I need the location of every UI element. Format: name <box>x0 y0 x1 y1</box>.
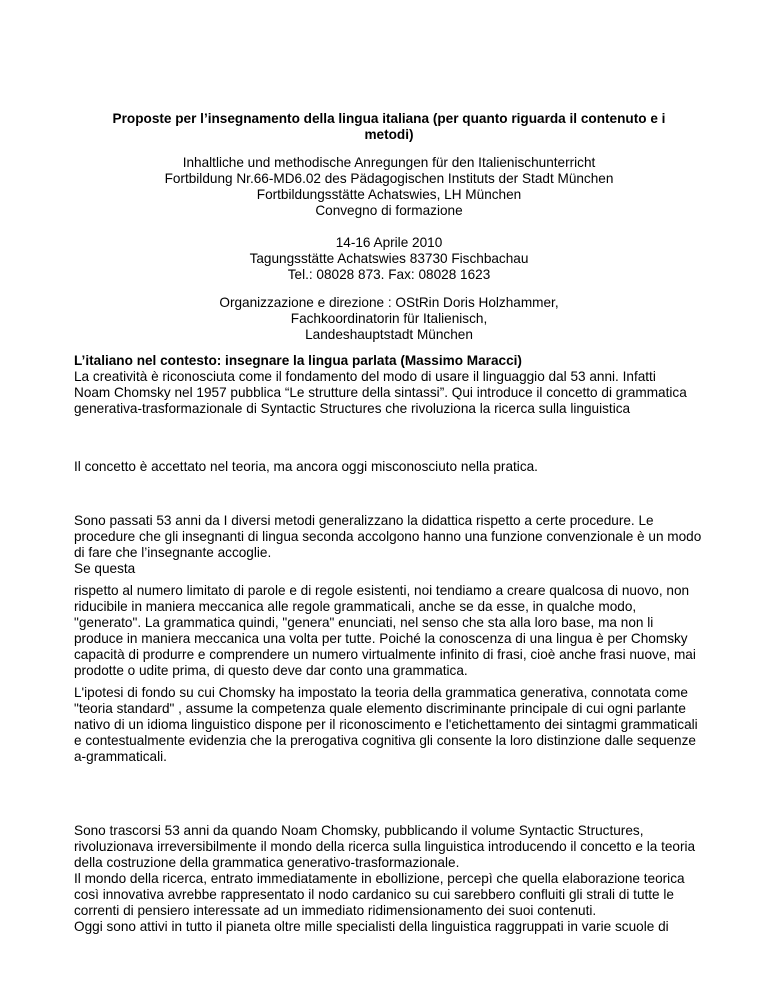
header-line: Fortbildungsstätte Achatswies, LH München <box>256 187 522 202</box>
paragraph-text: rispetto al numero limitato di parole e di regole esistenti, noi tendiamo a creare qualcosa di nuovo, non riducibile in maniera meccanica alle regole grammaticali, anche se da esse, in qualche modo, "generato". La grammatica quindi, "genera" enunciati, nel senso che sta alla loro base, ma non li produce in maniera meccanica una volta per tutte. Poiché la conoscenza di una lingua è per Chomsky capacità di produrre e comprendere un numero virtualmente infinito di frasi, cioè anche frasi nuove, mai prodotte o udite prima, di questo deve dar conto una grammatica. <box>74 583 696 678</box>
section-heading: L’italiano nel contesto: insegnare la lingua parlata (Massimo Maracci) <box>74 353 522 368</box>
paragraph <box>74 583 704 679</box>
org-line: Organizzazione e direzione : OStRin Doris Holzhammer, <box>219 295 559 310</box>
paragraph: Sono trascorsi 53 anni da quando Noam Chomsky, pubblicando il volume Syntactic Structures, rivoluzionava irreversibilmente il mondo della ricerca sulla linguistica introducendo il concetto e la teoria della costruzione della grammatica generativo-trasformazionale. Il mondo della ricerca, entrato immediatamente in ebollizione, percepì che quella elaborazione teorica così innovativa avrebbe rappresentato il nodo cardanico su cui sarebbero confluiti gli strali di tutte le correnti di pensiero interessate ad un immediato ridimensionamento dei suoi contenuti. Oggi sono attivi in tutto il pianeta oltre mille specialisti della linguistica raggruppati in varie scuole di <box>74 823 696 934</box>
organization-block <box>74 295 704 343</box>
org-line: Landeshauptstadt München <box>305 327 473 342</box>
paragraph: La creatività è riconosciuta come il fondamento del modo di usare il linguaggio dal 53 anni. Infatti Noam Chomsky nel 1957 pubblica “Le strutture della sintassi”. Qui introduce il concetto di grammatica generativa-trasformazionale di Syntactic Structures che rivoluziona la ricerca sulla linguistica <box>74 369 687 416</box>
header-line: Inhaltliche und methodische Anregungen für den Italienischunterricht <box>182 155 596 170</box>
date-line: 14-16 Aprile 2010 <box>335 235 443 250</box>
paragraph: Sono passati 53 anni da I diversi metodi generalizzano la didattica rispetto a certe procedure. Le procedure che gli insegnanti di lingua seconda accolgono hanno una funzione convenzionale è un modo di fare che l’insegnante accoglie. Se questa <box>74 513 702 576</box>
header-line: Convegno di formazione <box>315 203 463 218</box>
org-line: Fachkoordinatorin für Italienisch, <box>290 311 488 326</box>
header-block <box>74 155 704 219</box>
date-block <box>74 235 704 283</box>
phone-line: Tel.: 08028 873. Fax: 08028 1623 <box>287 267 491 282</box>
venue-line: Tagungsstätte Achatswies 83730 Fischbachau <box>249 251 529 266</box>
paragraph: Il concetto è accettato nel teoria, ma ancora oggi misconosciuto nella pratica. <box>74 459 538 474</box>
paragraph: L'ipotesi di fondo su cui Chomsky ha impostato la teoria della grammatica generativa, connotata come "teoria standard" , assume la competenza quale elemento discriminante principale di cui ogni parlante nativo di un idioma linguistico dispone per il riconoscimento e l'etichettamento dei sintagmi grammaticali e contestualmente evidenzia che la prerogativa cognitiva gli consente la loro distinzione dalle sequenze a-grammaticali. <box>74 685 698 764</box>
document-title: Proposte per l’insegnamento della lingua italiana (per quanto riguarda il contenuto e i metodi) <box>112 111 666 142</box>
header-line: Fortbildung Nr.66-MD6.02 des Pädagogischen Instituts der Stadt München <box>164 171 614 186</box>
